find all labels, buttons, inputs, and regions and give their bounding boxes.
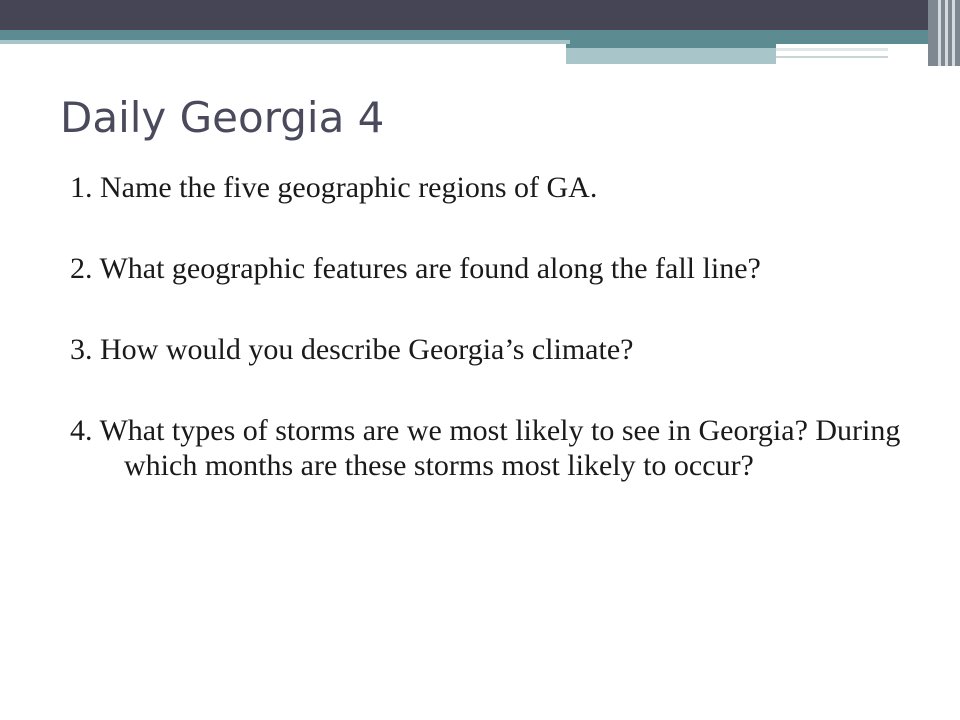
question-item: 1. Name the five geographic regions of GA. (70, 171, 598, 204)
header-banner-highlight (0, 40, 570, 44)
header-banner-line-secondary (776, 56, 888, 58)
question-item: 4. What types of storms are we most likely to see in Georgia? During which months are these storms most likely to occur? (70, 414, 901, 482)
banner-end-stripe (952, 0, 955, 66)
header-banner-dark (0, 0, 960, 30)
banner-end-stripe (938, 0, 941, 66)
slide-title: Daily Georgia 4 (60, 93, 385, 142)
banner-end-stripe (945, 0, 948, 66)
header-banner-end-cap (928, 0, 960, 66)
question-list (70, 170, 930, 529)
header-banner-ledge-accent (566, 44, 776, 48)
question-item: 2. What geographic features are found along the fall line? (70, 252, 761, 285)
header-banner-line (776, 48, 888, 51)
question-item: 3. How would you describe Georgia’s climate? (70, 333, 634, 366)
